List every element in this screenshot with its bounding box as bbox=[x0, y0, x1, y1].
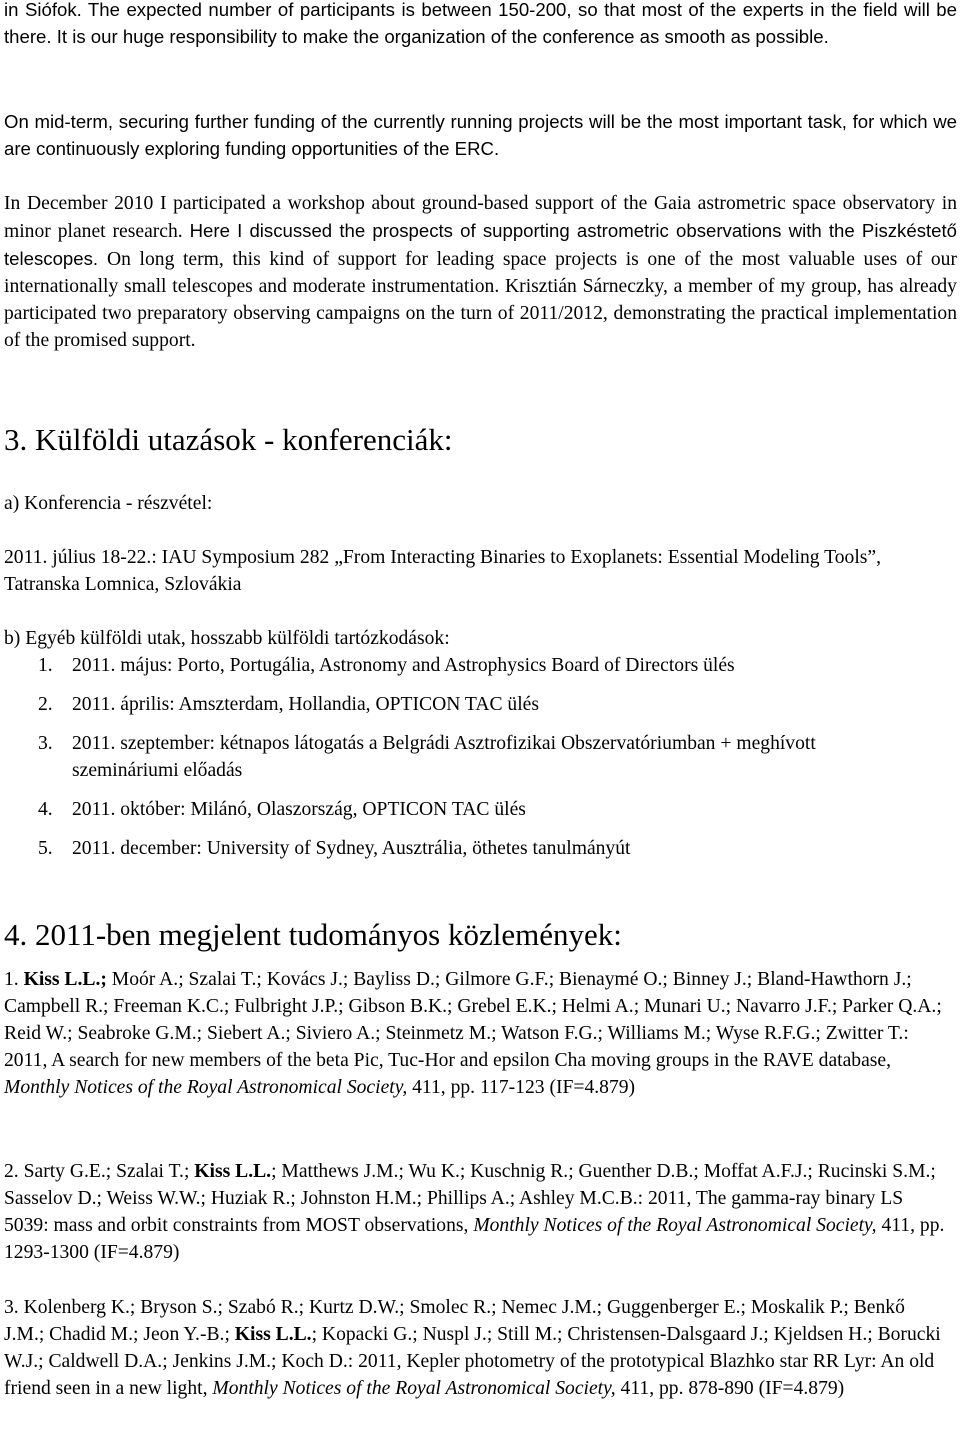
journal-name: Monthly Notices of the Royal Astronomical Society, bbox=[212, 1378, 616, 1399]
trip-text: 2011. október: Milánó, Olaszország, OPTICON TAC ülés bbox=[72, 799, 526, 820]
trip-text: 2011. szeptember: kétnapos látogatás a Belgrádi Asztrofizikai Obszervatóriumban + meghívott szemináriumi előadás bbox=[72, 733, 816, 781]
trip-text: 2011. április: Amszterdam, Hollandia, OPTICON TAC ülés bbox=[72, 694, 539, 715]
author-highlight: Kiss L.L. bbox=[234, 1324, 312, 1345]
trip-item: 3. 2011. szeptember: kétnapos látogatás a Belgrádi Asztrofizikai Obszervatóriumban + meghívott szemináriumi előadás bbox=[38, 733, 816, 781]
piszkesteto-text: Here I discussed the prospects of supporting astrometric observations with the Piszkéstető telescopes. bbox=[4, 220, 958, 269]
intro-paragraph-2: On mid-term, securing further funding of the currently running projects will be the most important task, for which we are continuously exploring funding opportunities of the ERC. bbox=[4, 111, 957, 159]
publication-2: 2. Sarty G.E.; Szalai T.; Kiss L.L.; Matthews J.M.; Wu K.; Kuschnig R.; Guenther D.B.; Moffat A.F.J.; Rucinski S.M.; Sasselov D.; Weiss W.W.; Huziak R.; Johnston H.M.; Phillips A.; Ashley M.C.B.: 2011, The gamma-ray binary LS 5039: mass and orbit constraints from MOST observations, Monthly Notices of the Royal Astronomical Society, 411, pp. 1293-1300 (IF=4.879) bbox=[4, 1161, 945, 1263]
intro-paragraph-1: in Siófok. The expected number of participants is between 150-200, so that most of the experts in the field will be there. It is our huge responsibility to make the organization of the conference as smooth as possible. bbox=[4, 0, 957, 47]
sarneczky-text: Krisztián Sárneczky, a member of my group, has already participated two preparatory observing campaigns on the turn of 2011/2012, demonstrating the practical implementation of the promised support. bbox=[4, 276, 957, 351]
author-highlight: Kiss L.L.; bbox=[23, 969, 107, 990]
long-term-text: On long term, this kind of support for leading space projects is one of the most valuable uses of our internationally small telescopes and moderate instrumentation. bbox=[4, 249, 957, 297]
trip-item: 2. 2011. április: Amszterdam, Hollandia, OPTICON TAC ülés bbox=[38, 694, 539, 715]
trip-item: 1. 2011. május: Porto, Portugália, Astronomy and Astrophysics Board of Directors ülés bbox=[38, 655, 735, 676]
section-4-heading: 4. 2011-ben megjelent tudományos közlemények: bbox=[4, 917, 622, 952]
gaia-workshop-text: In December 2010 I participated a workshop about ground-based support of the Gaia astrometric space observatory in minor planet research. bbox=[4, 193, 957, 242]
publication-1: 1. Kiss L.L.; Moór A.; Szalai T.; Kovács J.; Bayliss D.; Gilmore G.F.; Bienaymé O.; Binney J.; Bland-Hawthorn J.; Campbell R.; Freeman K.C.; Fulbright J.P.; Gibson B.K.; Grebel E.K.; Helmi A.; Munari U.; Navarro J.F.; Parker Q.A.; Reid W.; Seabroke G.M.; Siebert A.; Siviero A.; Steinmetz M.; Watson F.G.; Williams M.; Wyse R.F.G.; Zwitter T.: 2011, A search for new members of the beta Pic, Tuc-Hor and epsilon Cha moving groups in the RAVE database, Monthly Notices of the Royal Astronomical Society, 411, pp. 117-123 (IF=4.879) bbox=[4, 969, 942, 1098]
publication-3: 3. Kolenberg K.; Bryson S.; Szabó R.; Kurtz D.W.; Smolec R.; Nemec J.M.; Guggenberger E.; Moskalik P.; Benkő J.M.; Chadid M.; Jeon Y.-B.; Kiss L.L.; Kopacki G.; Nuspl J.; Still M.; Christensen-Dalsgaard J.; Kjeldsen H.; Borucki W.J.; Caldwell D.A.; Jenkins J.M.; Koch D.: 2011, Kepler photometry of the prototypical Blazhko star RR Lyr: An old friend seen in a new light, Monthly Notices of the Royal Astronomical Society, 411, pp. 878-890 (IF=4.879) bbox=[4, 1297, 941, 1399]
trip-text: 2011. december: University of Sydney, Ausztrália, öthetes tanulmányút bbox=[72, 838, 631, 859]
trip-item: 5. 2011. december: University of Sydney, Ausztrália, öthetes tanulmányút bbox=[38, 838, 631, 859]
journal-name: Monthly Notices of the Royal Astronomical Society, bbox=[473, 1215, 877, 1236]
intro-paragraph-3 bbox=[4, 190, 957, 354]
other-trips-subheading: b) Egyéb külföldi utak, hosszabb külföldi tartózkodások: bbox=[4, 628, 450, 649]
conference-entry bbox=[4, 544, 904, 598]
author-highlight: Kiss L.L. bbox=[194, 1161, 272, 1182]
trip-item: 4. 2011. október: Milánó, Olaszország, OPTICON TAC ülés bbox=[38, 799, 526, 820]
conference-description: : IAU Symposium 282 „From Interacting Binaries to Exoplanets: Essential Modeling Tools”, Tatranska Lomnica, Szlovákia bbox=[4, 547, 882, 595]
trip-text: 2011. május: Porto, Portugália, Astronomy and Astrophysics Board of Directors ülés bbox=[72, 655, 735, 676]
section-3-heading: 3. Külföldi utazások - konferenciák: bbox=[4, 422, 453, 457]
trips-list bbox=[4, 652, 924, 862]
journal-name: Monthly Notices of the Royal Astronomical Society, bbox=[4, 1077, 408, 1098]
conference-subheading: a) Konferencia - részvétel: bbox=[4, 493, 213, 514]
conference-date: 2011. július 18-22. bbox=[4, 547, 152, 568]
